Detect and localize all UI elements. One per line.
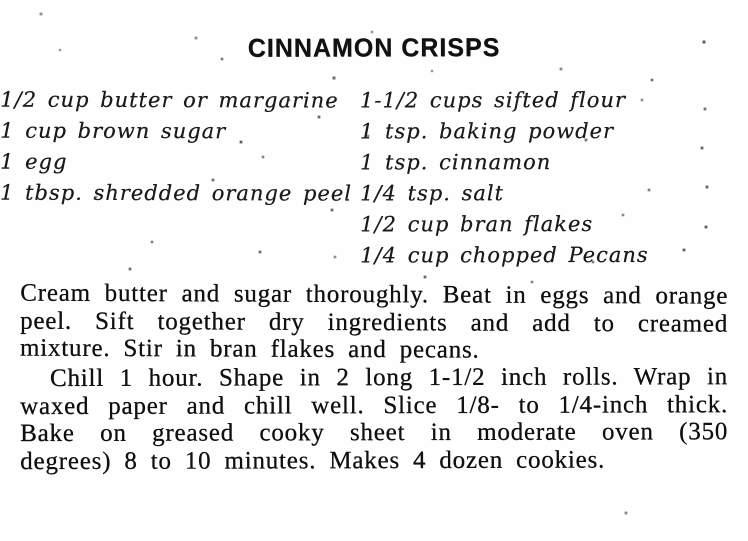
ingredients-column-right [360,85,748,272]
ingredient-item: 1 cup brown sugar [0,118,227,144]
ingredient-item: 1/4 tsp. salt [360,181,504,206]
ingredient-item: 1/2 cup bran flakes [360,211,594,237]
ingredient-item: 1/2 cup butter or margarine [0,87,339,113]
ingredient-item: 1 tsp. cinnamon [359,150,552,175]
ingredient-item: 1 tbsp. shredded orange peel [0,180,352,206]
instruction-paragraph: Cream butter and sugar thoroughly. Beat in eggs and orange peel. Sift together dry ingredients and add to creamed mixture. Stir in bran flakes and pecans. [19,279,729,364]
ingredient-item: 1 egg [0,149,68,174]
scan-noise [0,0,2,2]
ingredients-section [0,85,748,271]
ingredient-item: 1/4 cup chopped Pecans [360,242,649,268]
ingredients-column-left [0,85,360,272]
ingredient-item: 1-1/2 cups sifted flour [359,87,626,113]
instructions-section [20,281,728,474]
instruction-paragraph: Chill 1 hour. Shape in 2 long 1-1/2 inch rolls. Wrap in waxed paper and chill well. Slice 1/8- to 1/4-inch thick. Bake on greased cooky sheet in moderate oven (350 degrees) 8 to 10 minutes. Makes 4 dozen cookies. [19,362,729,474]
ingredient-item: 1 tsp. baking powder [359,118,615,144]
recipe-title: CINNAMON CRISPS [247,33,501,63]
